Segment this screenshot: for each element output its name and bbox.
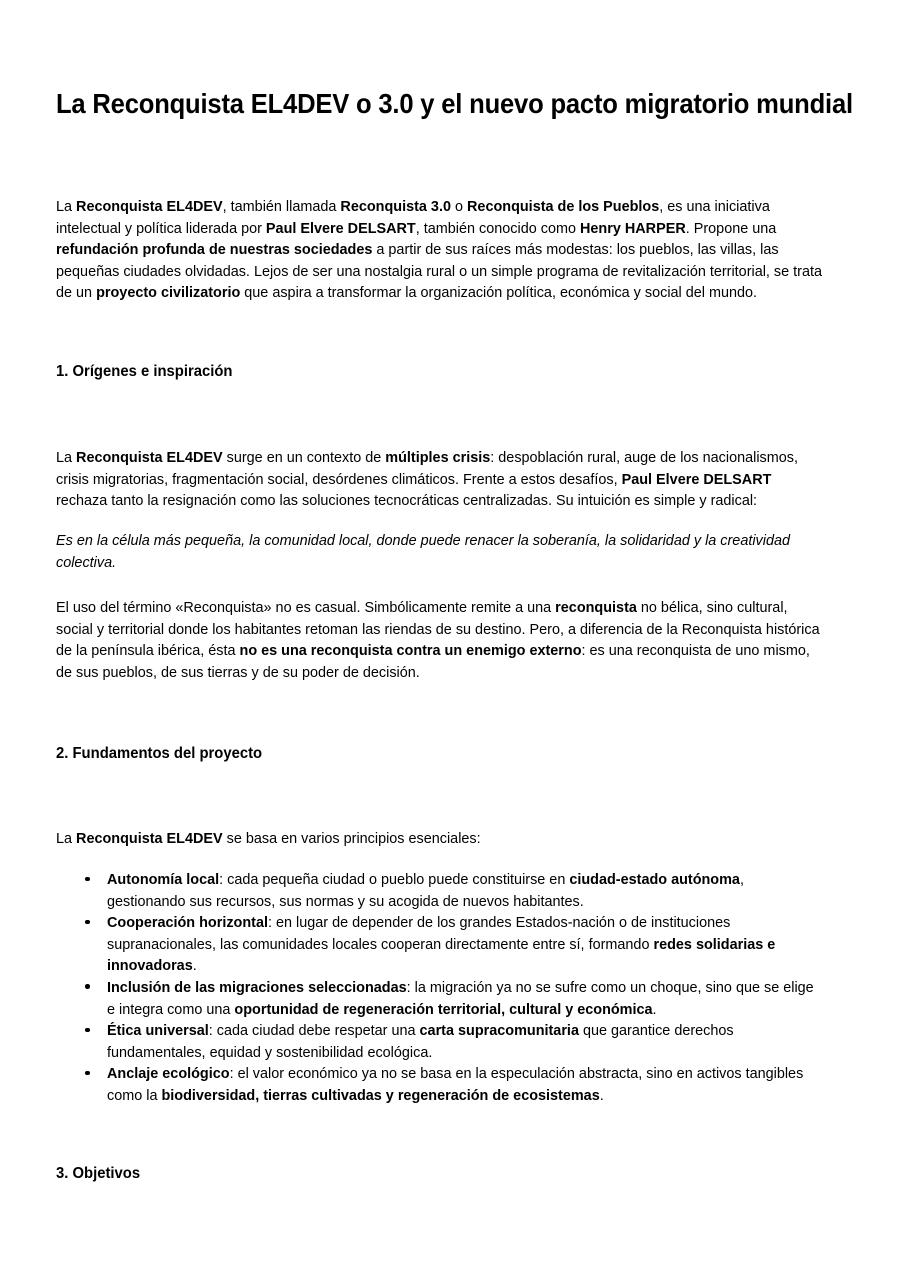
principles-list xyxy=(56,869,856,1107)
text-line: Anclaje ecológico: el valor económico ya no se basa en la especulación abstracta, sino en activos tangibles xyxy=(107,1065,804,1083)
text-line: intelectual y política liderada por Paul Elvere DELSART, también conocido como Henry HARPER. Propone una xyxy=(56,219,777,237)
bullet-dot-icon xyxy=(85,984,90,989)
text-line: innovadoras. xyxy=(107,957,197,975)
text-line: de sus pueblos, de sus tierras y de su poder de decisión. xyxy=(56,663,420,681)
text-line: La Reconquista EL4DEV se basa en varios principios esenciales: xyxy=(56,830,481,847)
section-heading-2: 2. Fundamentos del proyecto xyxy=(56,745,263,762)
text-line: La Reconquista EL4DEV, también llamada Reconquista 3.0 o Reconquista de los Pueblos, es una iniciativa xyxy=(56,198,770,215)
bullet-dot-icon xyxy=(85,1028,90,1033)
text-line: Es en la célula más pequeña, la comunidad local, donde puede renacer la soberanía, la solidaridad y la creatividad xyxy=(56,532,791,549)
text-line: Autonomía local: cada pequeña ciudad o pueblo puede constituirse en ciudad-estado autónoma, xyxy=(107,871,744,888)
text-line: colectiva. xyxy=(56,553,117,571)
text-line: de la península ibérica, ésta no es una reconquista contra un enemigo externo: es una reconquista de uno mismo, xyxy=(56,642,810,660)
section1-quote xyxy=(56,530,852,573)
list-item-etica-universal xyxy=(56,1020,856,1063)
text-line: refundación profunda de nuestras sociedades a partir de sus raíces más modestas: los pueblos, las villas, las xyxy=(56,241,779,259)
text-line: rechaza tanto la resignación como las soluciones tecnocráticas centralizadas. Su intuición es simple y radical: xyxy=(56,492,758,510)
intro-paragraph xyxy=(56,196,852,304)
text-line: de un proyecto civilizatorio que aspira a transformar la organización política, económica y social del mundo. xyxy=(56,284,758,302)
section-heading-3: 3. Objetivos xyxy=(56,1165,141,1182)
section2-lead-paragraph xyxy=(56,828,852,850)
text-line: La Reconquista EL4DEV surge en un contexto de múltiples crisis: despoblación rural, auge de los nacionalismos, xyxy=(56,449,798,466)
text-line: El uso del término «Reconquista» no es casual. Simbólicamente remite a una reconquista no bélica, sino cultural, xyxy=(56,599,788,616)
list-item-autonomia-local xyxy=(56,869,856,912)
text-line: como la biodiversidad, tierras cultivadas y regeneración de ecosistemas. xyxy=(107,1086,604,1104)
text-line: social y territorial donde los habitantes retoman las riendas de su destino. Pero, a diferencia de la Reconquista histórica xyxy=(56,620,820,638)
list-item-inclusion-migraciones-seleccionadas xyxy=(56,977,856,1020)
list-item-cooperacion-horizontal xyxy=(56,912,856,977)
text-line: Cooperación horizontal: en lugar de depender de los grandes Estados-nación o de instituciones xyxy=(107,914,731,932)
text-line: pequeñas ciudades olvidadas. Lejos de ser una nostalgia rural o un simple programa de revitalización territorial, se trata xyxy=(56,262,823,280)
text-line: Ética universal: cada ciudad debe respetar una carta supracomunitaria que garantice derechos xyxy=(107,1022,734,1040)
bullet-dot-icon xyxy=(85,877,90,882)
text-line: e integra como una oportunidad de regeneración territorial, cultural y económica. xyxy=(107,1000,657,1018)
text-line: Inclusión de las migraciones seleccionadas: la migración ya no se sufre como un choque, sino que se elige xyxy=(107,978,814,996)
text-line: crisis migratorias, fragmentación social, desórdenes climáticos. Frente a estos desafíos, Paul Elvere DELSART xyxy=(56,470,772,488)
text-line: gestionando sus recursos, sus normas y su acogida de nuevos habitantes. xyxy=(107,892,584,910)
text-line: fundamentales, equidad y sostenibilidad ecológica. xyxy=(107,1043,433,1061)
page-title: La Reconquista EL4DEV o 3.0 y el nuevo pacto migratorio mundial xyxy=(56,88,853,119)
bullet-dot-icon xyxy=(85,1071,90,1076)
list-item-anclaje-ecologico xyxy=(56,1063,856,1106)
bullet-dot-icon xyxy=(85,920,90,925)
text-line: supranacionales, las comunidades locales cooperan directamente entre sí, formando redes solidarias e xyxy=(107,935,776,953)
section-heading-1: 1. Orígenes e inspiración xyxy=(56,363,233,380)
section1-paragraph-2 xyxy=(56,597,852,683)
section1-paragraph-1 xyxy=(56,447,852,512)
